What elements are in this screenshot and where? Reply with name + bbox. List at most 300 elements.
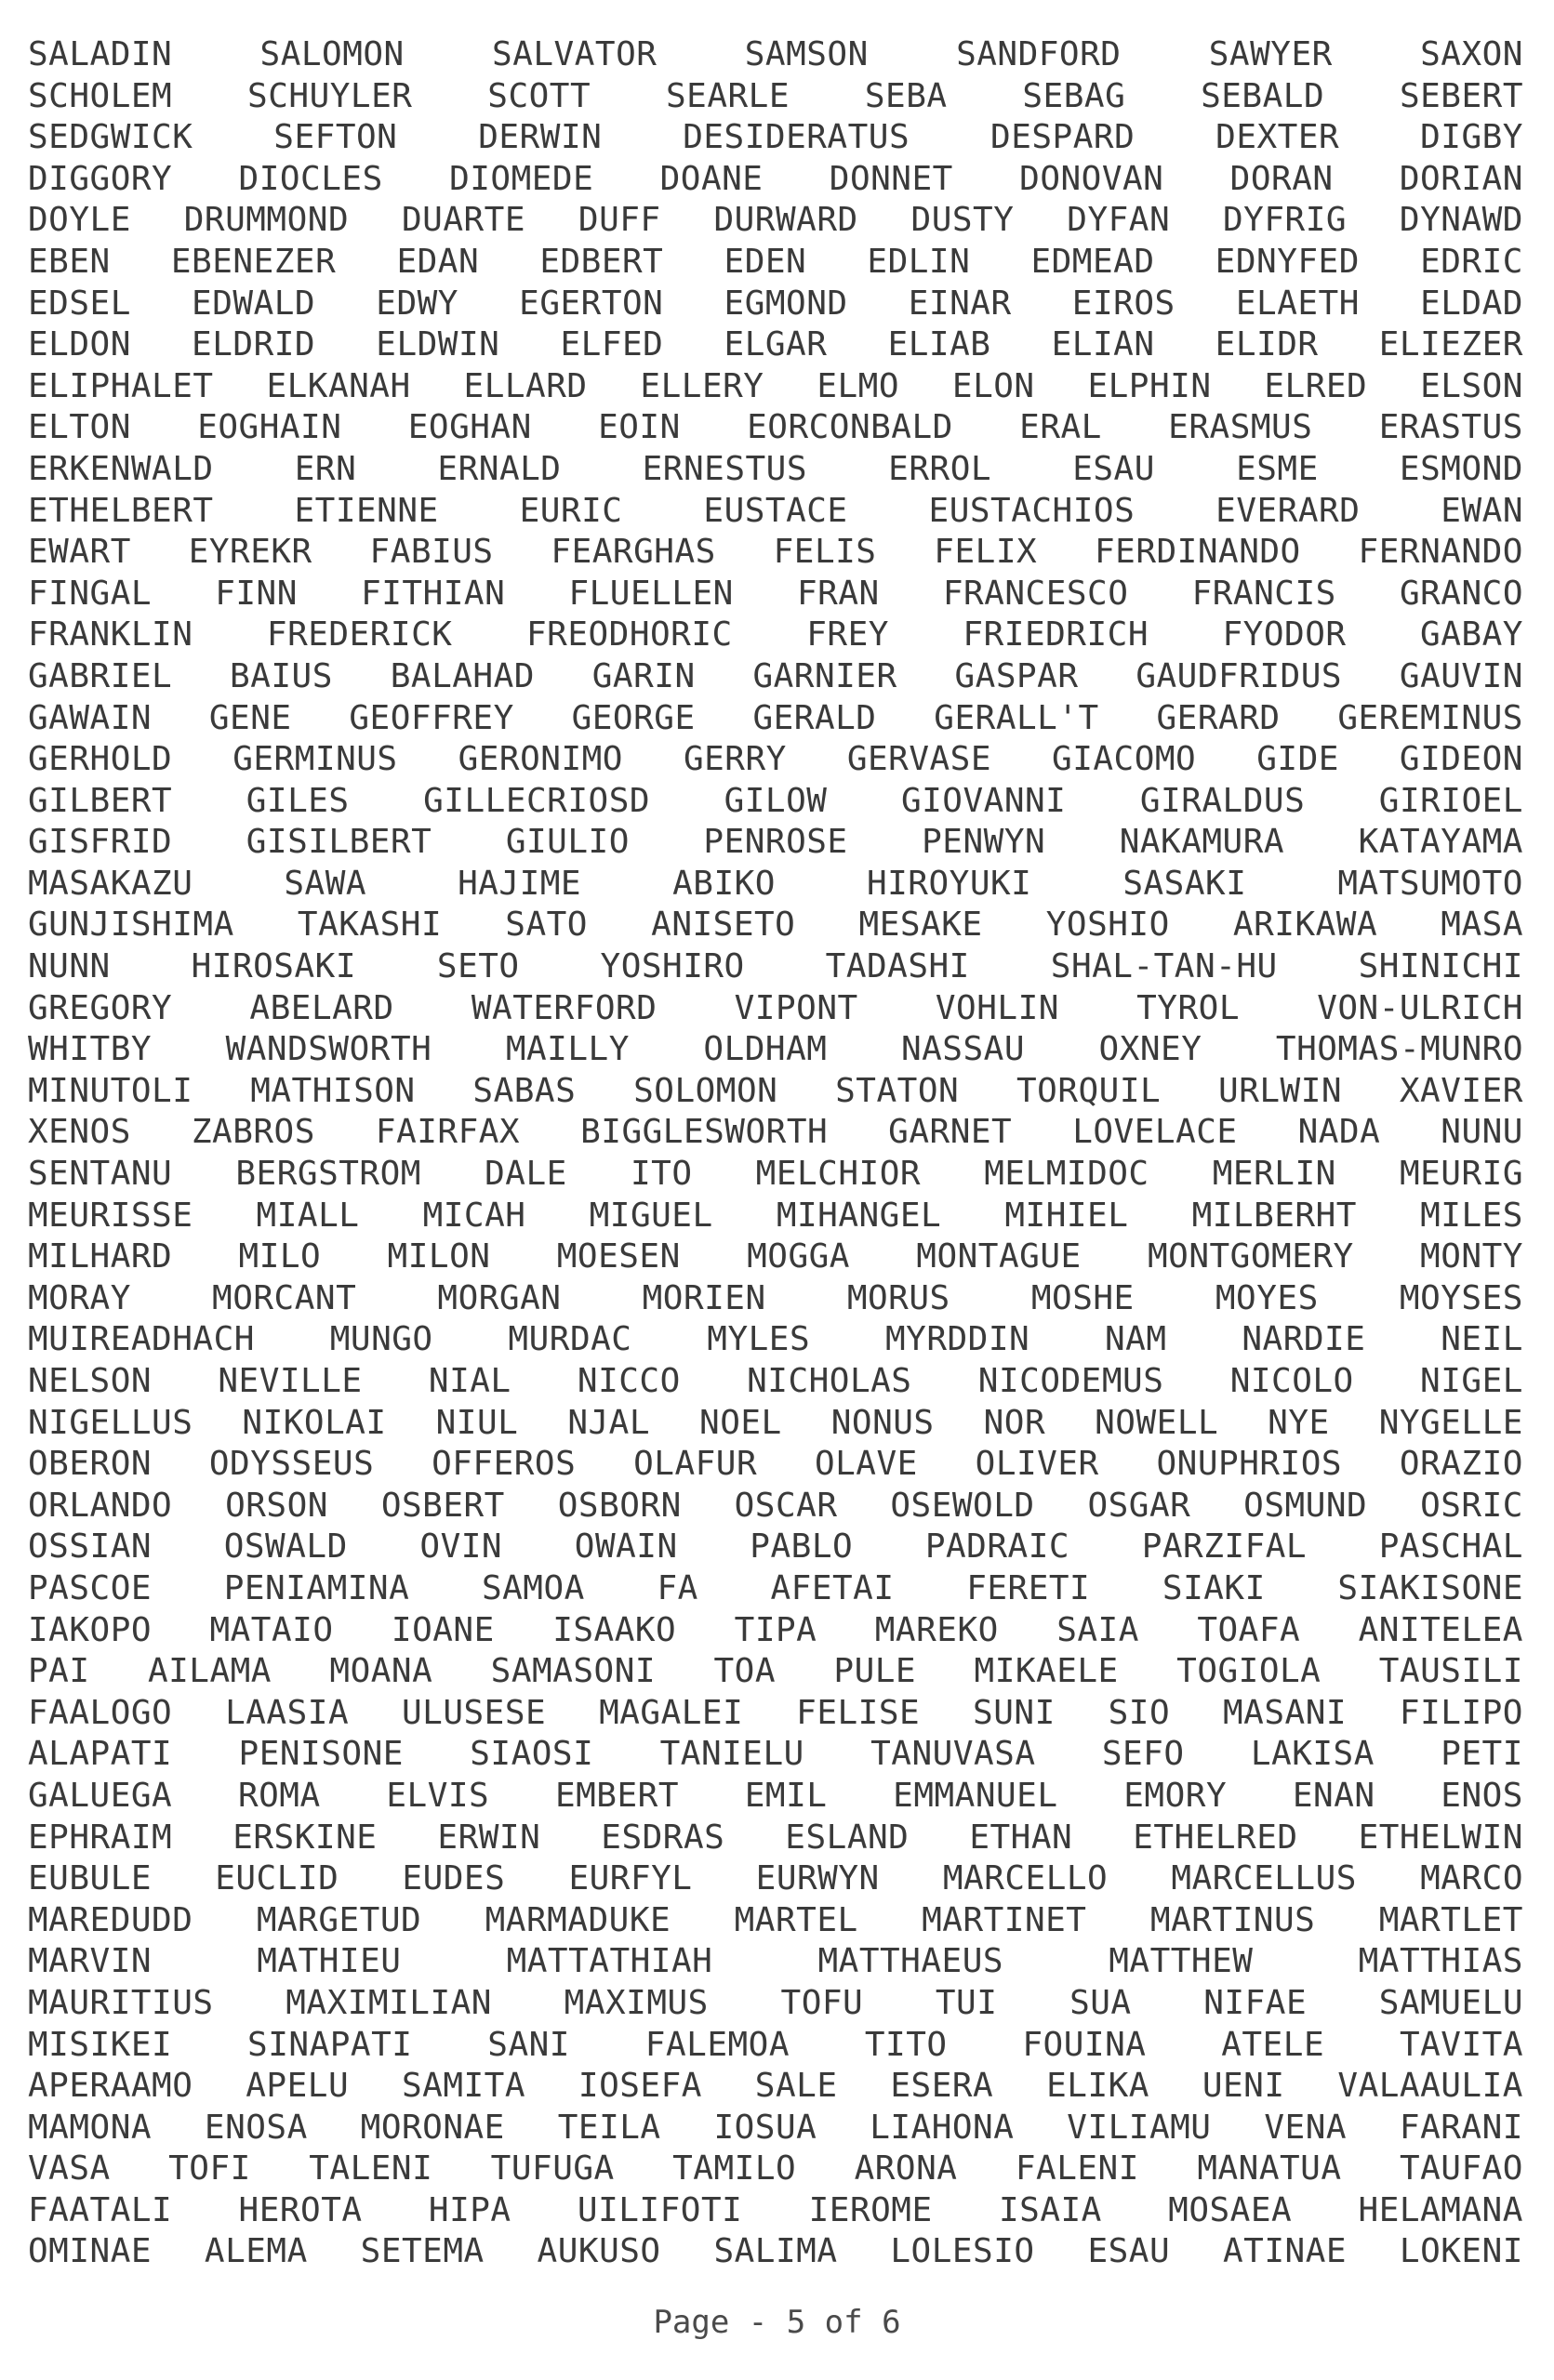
name-entry: IOSUA [713, 2108, 817, 2147]
name-entry: PENWYN [922, 823, 1046, 862]
name-entry: MASANI [1223, 1693, 1348, 1732]
name-entry: TAUFAO [1399, 2149, 1523, 2188]
name-entry: MIHANGEL [776, 1196, 942, 1235]
name-entry: EINAR [908, 284, 1012, 323]
name-entry: DORIAN [1399, 159, 1523, 198]
name-entry: EBENEZER [170, 242, 337, 281]
name-entry: FRANCESCO [942, 574, 1129, 613]
name-entry: BALAHAD [390, 656, 535, 695]
name-entry: SHAL-TAN-HU [1050, 947, 1278, 986]
name-entry: ELIEZER [1378, 325, 1523, 364]
name-entry: ESAU [1087, 2232, 1171, 2271]
name-entry: MAXIMUS [564, 1983, 709, 2022]
name-line [28, 1942, 1523, 1984]
name-entry: ERNESTUS [642, 449, 808, 488]
name-entry: VASA [28, 2149, 111, 2188]
name-entry: EUSTACHIOS [928, 491, 1136, 530]
name-entry: SEBERT [1399, 76, 1523, 115]
name-entry: MOANA [329, 1652, 433, 1691]
name-entry: GABRIEL [28, 656, 173, 695]
name-entry: YOSHIRO [600, 947, 745, 986]
name-entry: ERASMUS [1168, 408, 1313, 447]
name-entry: OLIVER [975, 1445, 1099, 1484]
name-line [28, 740, 1523, 782]
name-entry: NICHOLAS [747, 1362, 912, 1400]
name-entry: DONNET [829, 159, 953, 198]
name-entry: GILBERT [28, 781, 173, 820]
name-entry: ABELARD [249, 988, 394, 1027]
name-entry: EOIN [598, 408, 681, 447]
name-entry: HAJIME [458, 864, 582, 903]
name-entry: MILON [387, 1237, 491, 1276]
name-entry: MASA [1441, 906, 1523, 945]
name-entry: NOR [983, 1403, 1046, 1442]
name-entry: MORUS [846, 1278, 950, 1317]
name-entry: MILO [238, 1237, 322, 1276]
name-entry: MATTHAEUS [817, 1942, 1004, 1981]
name-entry: MELCHIOR [755, 1155, 922, 1194]
name-entry: HIROYUKI [866, 864, 1032, 903]
name-line [28, 1735, 1523, 1777]
name-entry: GERRY [683, 740, 787, 779]
name-entry: MAXIMILIAN [286, 1983, 492, 2022]
name-entry: EDRIC [1420, 242, 1523, 281]
name-entry: EOGHAN [407, 408, 532, 447]
name-entry: ELIPHALET [28, 366, 214, 405]
name-entry: SANDFORD [956, 35, 1122, 73]
name-entry: SETEMA [360, 2232, 485, 2271]
name-entry: GIULIO [505, 823, 630, 862]
name-entry: MOYES [1215, 1278, 1319, 1317]
name-entry: SALIMA [713, 2232, 838, 2271]
name-entry: ELIAB [887, 325, 991, 364]
page-number: Page - 5 of 6 [653, 2304, 901, 2341]
name-entry: FINN [215, 574, 298, 613]
name-entry: SALOMON [259, 35, 405, 73]
name-entry: DIOMEDE [449, 159, 594, 198]
name-entry: GEOFFREY [349, 698, 514, 737]
name-entry: ALEMA [204, 2232, 308, 2271]
name-entry: LIAHONA [870, 2108, 1015, 2147]
name-entry: IOSEFA [578, 2067, 702, 2106]
name-line [28, 160, 1523, 202]
name-line [28, 2026, 1523, 2068]
name-entry: ERWIN [437, 1818, 541, 1857]
name-entry: BERGSTROM [235, 1155, 421, 1194]
name-entry: NICOLO [1229, 1362, 1354, 1400]
name-line [28, 284, 1523, 326]
name-entry: ELMO [817, 366, 900, 405]
name-entry: EVERARD [1215, 491, 1361, 530]
name-line [28, 615, 1523, 657]
name-entry: TIPA [734, 1610, 817, 1649]
name-line [28, 1445, 1523, 1487]
name-entry: GERALD [752, 698, 877, 737]
name-entry: DEXTER [1215, 118, 1340, 157]
name-entry: TOAFA [1197, 1610, 1301, 1649]
name-entry: SIAOSI [470, 1735, 594, 1774]
name-entry: ELGAR [724, 325, 828, 364]
name-entry: BAIUS [230, 656, 333, 695]
name-entry: DUSTY [910, 201, 1015, 240]
name-entry: KATAYAMA [1358, 823, 1523, 862]
name-entry: PASCHAL [1378, 1527, 1523, 1567]
name-line [28, 201, 1523, 243]
name-entry: MUNGO [329, 1320, 433, 1359]
name-entry: MARTLET [1378, 1900, 1523, 1939]
name-entry: SAMSON [744, 35, 869, 73]
name-entry: WANDSWORTH [225, 1030, 432, 1069]
name-entry: UENI [1202, 2067, 1285, 2106]
name-entry: MAREDUDD [28, 1900, 193, 1939]
name-entry: GALUEGA [28, 1776, 173, 1815]
name-entry: ELRED [1264, 366, 1368, 405]
name-entry: TUFUGA [490, 2149, 615, 2188]
name-entry: OXNEY [1098, 1030, 1202, 1069]
name-entry: TUI [935, 1983, 998, 2022]
name-entry: TOGIOLA [1176, 1652, 1322, 1691]
name-entry: ELDWIN [376, 325, 500, 364]
name-entry: VON-ULRICH [1317, 988, 1523, 1027]
name-entry: EWART [28, 533, 131, 572]
name-entry: SAMITA [401, 2067, 526, 2106]
name-entry: GASPAR [954, 656, 1079, 695]
name-entry: LAASIA [225, 1693, 350, 1732]
name-entry: FALENI [1015, 2149, 1139, 2188]
name-entry: DYNAWD [1399, 201, 1523, 240]
name-entry: FELIX [934, 533, 1038, 572]
name-entry: XENOS [28, 1113, 131, 1152]
name-entry: ETHELRED [1133, 1818, 1298, 1857]
name-entry: IOANE [391, 1610, 495, 1649]
name-entry: FA [657, 1568, 698, 1607]
name-entry: ISAAKO [552, 1610, 677, 1649]
name-entry: ERAL [1019, 408, 1102, 447]
name-entry: NIGEL [1420, 1362, 1523, 1400]
name-entry: MARGETUD [256, 1900, 422, 1939]
name-entry: ERNALD [437, 449, 562, 488]
name-entry: MATTHEW [1109, 1942, 1254, 1981]
name-entry: ESMOND [1399, 449, 1523, 488]
name-entry: SALADIN [28, 35, 173, 73]
name-entry: MARVIN [28, 1942, 153, 1981]
name-entry: EUDES [402, 1859, 506, 1898]
name-entry: DUARTE [401, 201, 526, 240]
name-entry: FARANI [1399, 2108, 1523, 2147]
name-entry: GAUDFRIDUS [1136, 656, 1343, 695]
name-entry: SAMUELU [1378, 1983, 1523, 2022]
name-entry: FELIS [773, 533, 877, 572]
name-entry: ELON [951, 366, 1035, 405]
name-entry: TAUSILI [1378, 1652, 1523, 1691]
name-entry: FALEMOA [644, 2025, 790, 2064]
name-entry: TORQUIL [1016, 1071, 1162, 1110]
name-entry: GIDE [1256, 740, 1339, 779]
name-entry: STATON [835, 1071, 960, 1110]
name-entry: NYE [1268, 1403, 1330, 1442]
name-entry: URLWIN [1218, 1071, 1343, 1110]
name-entry: VIPONT [734, 988, 858, 1027]
name-line [28, 823, 1523, 865]
name-entry: GILOW [724, 781, 828, 820]
name-entry: MATHISON [250, 1071, 416, 1110]
name-entry: MURDAC [508, 1320, 632, 1359]
name-entry: LOLESIO [890, 2232, 1035, 2271]
name-entry: TOA [713, 1652, 776, 1691]
name-entry: SASAKI [1122, 864, 1247, 903]
name-entry: FLUELLEN [568, 574, 734, 613]
name-entry: MARCO [1420, 1859, 1523, 1898]
name-line [28, 1197, 1523, 1238]
name-entry: MIGUEL [589, 1196, 713, 1235]
name-entry: MATSUMOTO [1337, 864, 1523, 903]
name-entry: ELPHIN [1087, 366, 1212, 405]
name-line [28, 492, 1523, 534]
name-entry: GAWAIN [28, 698, 153, 737]
name-entry: ANITELEA [1358, 1610, 1523, 1649]
name-entry: ODYSSEUS [208, 1445, 375, 1484]
name-entry: SANI [487, 2025, 570, 2064]
name-entry: GARIN [591, 656, 696, 695]
name-line [28, 1777, 1523, 1818]
name-entry: HIPA [428, 2190, 511, 2229]
name-entry: GISILBERT [246, 823, 432, 862]
name-line [28, 77, 1523, 119]
name-entry: SAMASONI [490, 1652, 657, 1691]
name-entry: MORGAN [437, 1278, 562, 1317]
name-entry: GAUVIN [1399, 656, 1523, 695]
name-entry: EBEN [28, 242, 111, 281]
name-entry: LAKISA [1250, 1735, 1375, 1774]
name-entry: MAURITIUS [28, 1983, 214, 2022]
name-line [28, 450, 1523, 492]
name-entry: SCOTT [487, 76, 591, 115]
name-entry: MYLES [707, 1320, 811, 1359]
name-entry: VALAAULIA [1337, 2067, 1523, 2106]
name-entry: ELFED [560, 325, 664, 364]
name-entry: SOLOMON [633, 1071, 778, 1110]
name-entry: SIO [1108, 1693, 1171, 1732]
name-entry: FRANKLIN [28, 615, 193, 654]
name-entry: NEVILLE [218, 1362, 363, 1400]
name-entry: SATO [505, 906, 588, 945]
name-entry: SEARLE [665, 76, 790, 115]
name-entry: MANATUA [1197, 2149, 1342, 2188]
name-entry: TAKASHI [297, 906, 443, 945]
name-entry: SCHOLEM [28, 76, 173, 115]
name-entry: GERMINUS [232, 740, 398, 779]
name-entry: NOWELL [1095, 1403, 1219, 1442]
name-entry: XAVIER [1399, 1071, 1523, 1110]
name-entry: GEREMINUS [1337, 698, 1523, 737]
name-entry: EURIC [519, 491, 623, 530]
name-entry: EUCLID [215, 1859, 339, 1898]
name-entry: SAIA [1056, 1610, 1139, 1649]
name-entry: EWAN [1441, 491, 1523, 530]
name-entry: AILAMA [147, 1652, 272, 1691]
name-entry: WATERFORD [471, 988, 657, 1027]
name-entry: VOHLIN [935, 988, 1059, 1027]
name-line [28, 533, 1523, 575]
name-entry: ESDRAS [601, 1818, 725, 1857]
name-entry: GERHOLD [28, 740, 173, 779]
name-entry: MOGGA [747, 1237, 850, 1276]
name-entry: ERASTUS [1378, 408, 1523, 447]
name-entry: GIDEON [1399, 740, 1523, 779]
name-entry: NASSAU [900, 1030, 1025, 1069]
name-entry: ELLARD [463, 366, 588, 405]
name-entry: ROMA [237, 1776, 321, 1815]
name-line [28, 906, 1523, 947]
name-entry: APERAAMO [28, 2067, 193, 2106]
name-entry: MOYSES [1399, 1278, 1523, 1317]
name-entry: OLAVE [814, 1445, 918, 1484]
name-entry: FERDINANDO [1094, 533, 1301, 572]
name-entry: ARONA [854, 2149, 958, 2188]
name-entry: SINAPATI [247, 2025, 413, 2064]
name-entry: MORIEN [642, 1278, 766, 1317]
name-entry: OSCAR [734, 1486, 838, 1525]
name-entry: EDWALD [192, 284, 316, 323]
name-entry: SUNI [973, 1693, 1056, 1732]
name-entry: UILIFOTI [577, 2190, 743, 2229]
name-entry: NICODEMUS [977, 1362, 1164, 1400]
name-line [28, 2149, 1523, 2191]
name-line [28, 2067, 1523, 2109]
name-entry: ELLERY [640, 366, 764, 405]
name-line [28, 575, 1523, 616]
name-entry: MARCELLO [942, 1859, 1109, 1898]
name-entry: MONTGOMERY [1147, 1237, 1354, 1276]
name-entry: ETHELBERT [28, 491, 214, 530]
name-entry: SEBALD [1201, 76, 1325, 115]
name-entry: EYREKR [188, 533, 312, 572]
name-entry: SAWYER [1208, 35, 1333, 73]
name-entry: PADRAIC [924, 1527, 1070, 1567]
name-line [28, 1859, 1523, 1901]
name-entry: GUNJISHIMA [28, 906, 234, 945]
name-entry: ATINAE [1223, 2232, 1348, 2271]
name-entry: MIKAELE [974, 1652, 1119, 1691]
name-entry: NIFAE [1203, 1983, 1308, 2022]
name-entry: EGERTON [519, 284, 664, 323]
name-entry: MATHIEU [257, 1942, 402, 1981]
name-entry: MARCELLUS [1171, 1859, 1357, 1898]
name-entry: PENIAMINA [223, 1568, 410, 1607]
name-entry: GISFRID [28, 823, 173, 862]
name-entry: MICAH [422, 1196, 526, 1235]
name-entry: MIHIEL [1004, 1196, 1129, 1235]
name-entry: EDWY [376, 284, 458, 323]
name-entry: ESLAND [785, 1818, 910, 1857]
name-entry: ELKANAH [266, 366, 411, 405]
name-entry: PASCOE [28, 1568, 153, 1607]
name-entry: OSWALD [223, 1527, 348, 1567]
name-entry: OSRIC [1420, 1486, 1523, 1525]
name-entry: DYFRIG [1223, 201, 1348, 240]
name-entry: OSGAR [1087, 1486, 1191, 1525]
name-entry: TAVITA [1399, 2025, 1523, 2064]
name-entry: FREY [806, 615, 889, 654]
name-entry: DALE [485, 1155, 567, 1194]
name-line [28, 35, 1523, 77]
name-entry: GIRALDUS [1139, 781, 1306, 820]
name-entry: NIKOLAI [242, 1403, 387, 1442]
name-entry: MESAKE [858, 906, 983, 945]
name-entry: EGMOND [724, 284, 848, 323]
name-line [28, 1237, 1523, 1279]
name-line [28, 1487, 1523, 1528]
name-entry: DONOVAN [1019, 159, 1164, 198]
name-entry: MATTHIAS [1358, 1942, 1523, 1981]
name-entry: MOESEN [556, 1237, 681, 1276]
name-entry: DOANE [659, 159, 764, 198]
name-line [28, 782, 1523, 824]
name-line [28, 1569, 1523, 1611]
name-entry: SALE [754, 2067, 838, 2106]
name-entry: ALAPATI [28, 1735, 173, 1774]
name-line [28, 325, 1523, 367]
name-entry: TYROL [1136, 988, 1240, 1027]
name-entry: EDBERT [539, 242, 664, 281]
name-entry: ATELE [1221, 2025, 1325, 2064]
name-entry: MORCANT [212, 1278, 357, 1317]
name-line [28, 865, 1523, 906]
name-entry: ANISETO [651, 906, 796, 945]
name-entry: ARIKAWA [1232, 906, 1378, 945]
name-entry: SAXON [1420, 35, 1523, 73]
name-entry: GERARD [1156, 698, 1281, 737]
name-entry: MEURISSE [28, 1196, 193, 1235]
name-entry: MARTINUS [1149, 1900, 1316, 1939]
name-entry: TEILA [557, 2108, 661, 2147]
name-entry: OSMUND [1243, 1486, 1368, 1525]
name-entry: MAILLY [505, 1030, 630, 1069]
name-entry: GARNET [888, 1113, 1013, 1152]
name-entry: ISAIA [998, 2190, 1102, 2229]
name-line [28, 118, 1523, 160]
name-entry: MUIREADHACH [28, 1320, 255, 1359]
name-entry: TALENI [309, 2149, 433, 2188]
name-entry: PABLO [750, 1527, 854, 1567]
name-entry: OSSIAN [28, 1527, 153, 1567]
name-entry: NJAL [567, 1403, 651, 1442]
name-entry: ELSON [1420, 366, 1523, 405]
name-line [28, 1072, 1523, 1114]
name-entry: DYFAN [1067, 201, 1171, 240]
name-entry: MARTINET [922, 1900, 1087, 1939]
name-line [28, 1155, 1523, 1197]
name-entry: OWAIN [574, 1527, 678, 1567]
name-entry: VENA [1264, 2108, 1348, 2147]
name-entry: HELAMANA [1358, 2190, 1523, 2229]
name-line [28, 947, 1523, 989]
name-entry: LOKENI [1399, 2232, 1523, 2271]
name-entry: ORLANDO [28, 1486, 173, 1525]
name-entry: TADASHI [825, 947, 970, 986]
name-entry: PAI [28, 1652, 90, 1691]
name-entry: MEURIG [1399, 1155, 1523, 1194]
name-entry: ERSKINE [232, 1818, 378, 1857]
name-entry: FRIEDRICH [963, 615, 1149, 654]
name-entry: ESME [1236, 449, 1319, 488]
name-entry: DIGBY [1420, 118, 1523, 157]
name-entry: TAMILO [672, 2149, 797, 2188]
name-entry: VILIAMU [1067, 2108, 1212, 2147]
name-entry: DURWARD [713, 201, 858, 240]
name-entry: PULE [833, 1652, 917, 1691]
name-entry: MATAIO [209, 1610, 334, 1649]
